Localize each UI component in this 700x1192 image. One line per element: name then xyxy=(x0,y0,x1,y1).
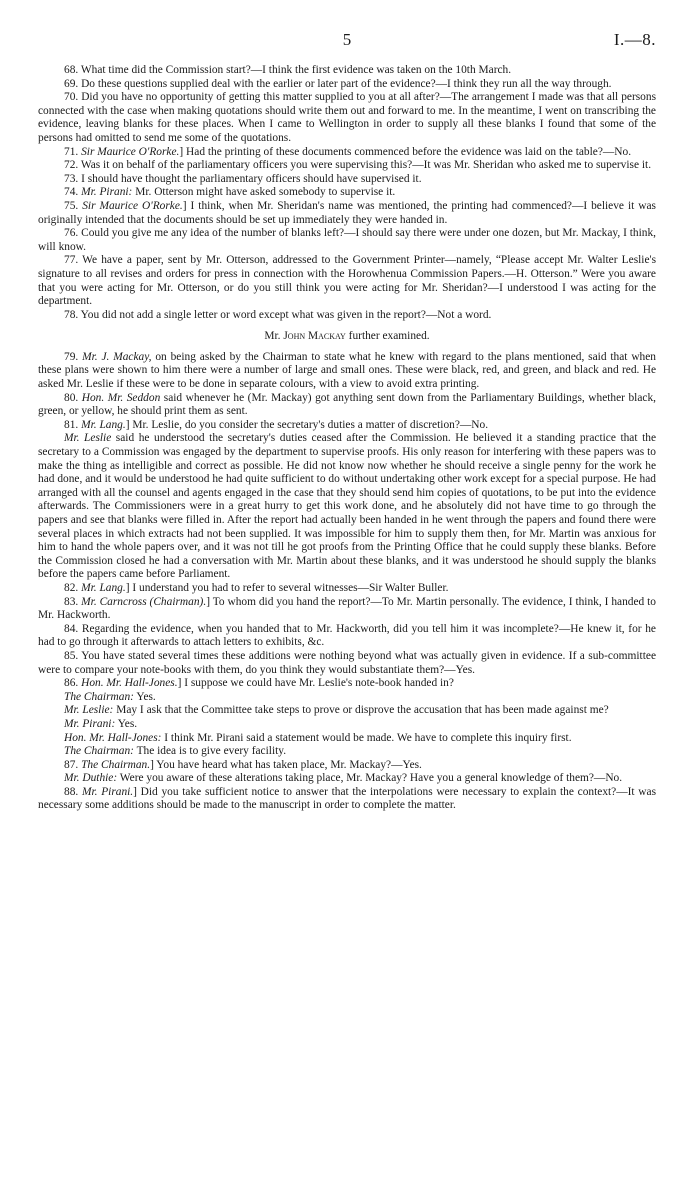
text-segment: 68. What time did the Commission start?—I think the first evidence was taken on the 10th March. xyxy=(64,64,512,76)
paragraph xyxy=(38,745,656,759)
speaker-name: Mr. Lang. xyxy=(81,418,126,431)
paragraph xyxy=(38,173,656,187)
section-heading xyxy=(38,330,656,344)
speaker-name: Sir Maurice O'Rorke. xyxy=(82,199,183,212)
paragraph xyxy=(38,186,656,200)
text-segment: further examined. xyxy=(345,330,430,343)
document-body xyxy=(38,64,656,813)
text-segment: 72. Was it on behalf of the parliamentary officers you were supervising this?—It was Mr. Sheridan who asked me to supervise it. xyxy=(64,159,652,172)
speaker-name: Mr. J. Mackay, xyxy=(82,350,152,363)
speaker-name: Mr. Duthie: xyxy=(64,772,118,785)
text-segment: Were you aware of these alterations taking place, Mr. Mackay? Have you a general knowledge of them?—No. xyxy=(117,772,623,785)
paragraph xyxy=(38,432,656,582)
text-segment: 74. xyxy=(64,186,82,199)
text-segment: 87. xyxy=(64,758,82,771)
paragraph xyxy=(38,691,656,705)
paragraph xyxy=(38,650,656,677)
paragraph xyxy=(38,78,656,92)
text-segment: Yes. xyxy=(115,717,138,730)
paragraph xyxy=(38,704,656,718)
text-segment: 76. Could you give me any idea of the number of blanks left?—I should say there were under one dozen, but Mr. Mackay, I think, will know. xyxy=(38,227,656,253)
speaker-name: The Chairman. xyxy=(81,758,151,771)
paragraph xyxy=(38,596,656,623)
paragraph xyxy=(38,419,656,433)
text-segment: Yes. xyxy=(133,690,156,703)
text-segment: ] You have heard what has taken place, Mr. Mackay?—Yes. xyxy=(150,758,422,771)
paragraph xyxy=(38,677,656,691)
text-segment: 71. xyxy=(64,145,82,158)
text-segment: on being asked by the Chairman to state what he knew with regard to the plans mentioned, said that when these plans were shown to him there were a number of large and small ones. These were black, red, and green, and black and red. He asked Mr. Leslie if these were to be done in separate colours, with a view to avoid extra printing. xyxy=(38,350,657,391)
speaker-name: Mr. Leslie xyxy=(64,432,112,445)
text-segment: 78. You did not add a single letter or word except what was given in the report?—Not a word. xyxy=(64,308,492,321)
text-segment: 80. xyxy=(64,391,82,404)
text-segment: Mr. xyxy=(264,330,284,343)
speaker-name: Hon. Mr. Hall-Jones: xyxy=(64,731,162,744)
speaker-name: Mr. Lang. xyxy=(81,581,126,594)
paragraph xyxy=(38,623,656,650)
speaker-name: Mr. Pirani: xyxy=(81,186,133,199)
text-segment: 88. xyxy=(64,785,82,798)
speaker-name: Mr. Carncross (Chairman). xyxy=(81,595,207,608)
paragraph xyxy=(38,759,656,773)
speaker-name: Hon. Mr. Seddon xyxy=(81,391,161,404)
paragraph xyxy=(38,392,656,419)
paragraph xyxy=(38,786,656,813)
text-segment: Mr. Otterson might have asked somebody to supervise it. xyxy=(132,186,396,199)
text-segment: 84. Regarding the evidence, when you handed that to Mr. Hackworth, did you tell him it was incomplete?—He knew it, for he had to go through it afterwards to attach letters to exhibits, &c. xyxy=(38,622,656,649)
speaker-name: Mr. Pirani: xyxy=(64,717,116,730)
paragraph xyxy=(38,309,656,323)
speaker-name: Mr. Leslie: xyxy=(64,704,114,717)
text-segment: ] I think, when Mr. Sheridan's name was mentioned, the printing had commenced?—I believe it was originally intended that the documents should be set up immediately they were handed in. xyxy=(38,199,656,226)
paragraph xyxy=(38,351,656,392)
paragraph xyxy=(38,159,656,173)
text-segment: 85. You have stated several times these additions were nothing beyond what was actually given in evidence. If a sub-committee were to compare your note-books with them, do you think they would substantiate them?—Yes. xyxy=(38,649,656,676)
text-segment: The idea is to give every facility. xyxy=(133,745,287,758)
paragraph xyxy=(38,200,656,227)
text-segment: ] Had the printing of these documents commenced before the evidence was laid on the table?—No. xyxy=(179,145,632,158)
text-segment: 70. Did you have no opportunity of getting this matter supplied to you at all after?—The arrangement I made was that all persons connected with the case when making quotations should write them out and forward to me. In the meantime, I went on transcribing the evidence, leaving blanks for these places. When I came to Wellington in order to supply all these blanks I found that some of the persons had omitted to send me some of the quotations. xyxy=(38,91,656,144)
text-segment: ] I understand you had to refer to several witnesses—Sir Walter Buller. xyxy=(125,581,449,594)
speaker-name: The Chairman: xyxy=(64,745,134,758)
document-reference: I.—8. xyxy=(613,30,656,49)
speaker-name: Mr. Pirani. xyxy=(81,785,134,798)
text-segment: 83. xyxy=(64,595,82,608)
page-header xyxy=(38,30,656,64)
speaker-name: Hon. Mr. Hall-Jones. xyxy=(81,677,178,690)
text-segment: ] I suppose we could have Mr. Leslie's note-book handed in? xyxy=(177,677,454,690)
paragraph xyxy=(38,91,656,145)
text-segment: ] Mr. Leslie, do you consider the secretary's duties a matter of discretion?—No. xyxy=(125,418,489,431)
paragraph xyxy=(38,732,656,746)
text-segment: 69. Do these questions supplied deal with the earlier or later part of the evidence?—I think they run all the way through. xyxy=(64,77,612,90)
text-segment: May I ask that the Committee take steps to prove or disprove the accusation that has been made against me? xyxy=(113,704,609,717)
witness-name: John Mackay xyxy=(283,330,346,343)
paragraph xyxy=(38,772,656,786)
text-segment: 81. xyxy=(64,418,82,431)
text-segment: 86. xyxy=(64,677,82,690)
speaker-name: The Chairman: xyxy=(64,690,134,703)
text-segment: 79. xyxy=(64,350,83,363)
text-segment: 77. We have a paper, sent by Mr. Otterson, addressed to the Government Printer—namely, “Please accept Mr. Walter Leslie's signature to all revises and orders for press in connection with the Horowhenua Commission Papers.—H. Otterson.” Were you aware that you were acting for Mr. Otterson, or do you still think you were acting for Mr. Sheridan?—I understood I was acting for the department. xyxy=(38,254,656,308)
text-segment: ] Did you take sufficient notice to answer that the interpolations were necessary to explain the context?—It was necessary some additions should be made to the manuscript in order to complete the matter. xyxy=(38,785,657,812)
text-segment: said he understood the secretary's duties ceased after the Commission. He believed it a standing practice that the secretary to a Commission was engaged by the department to supervise proofs. His only reason for interfering with these papers was to make the thing as intelligible and correct as possible. He did not know now whether he should receive a single penny for the work he had done, and it would be understood he had quite sufficient to do without undertaking other work except for a special purpose. He had arranged with all the counsel and agents engaged in the case that they should send him copies of quotations, to be put into the evidence afterwards. The Commissioners were in a great hurry to get this work done, and he absolutely did not have time to go through the papers and see that blanks were filled in. After the report had actually been handed in he went through the papers and found there were several places in which extracts had not been supplied. It was impossible for him to supply them then, for Mr. Martin was anxious for him to hand the whole papers over, and it was not till he got proofs from the Printing Office that he could supply these blanks. Before the Commission closed he had a conversation with Mr. Martin about these blanks, and it was understood he should supply the blanks before the papers came before Parliament. xyxy=(38,432,656,581)
text-segment: 82. xyxy=(64,581,82,594)
text-segment: I think Mr. Pirani said a statement would be made. We have to complete this inquiry first. xyxy=(161,731,572,744)
paragraph xyxy=(38,227,656,254)
paragraph xyxy=(38,582,656,596)
paragraph xyxy=(38,64,656,78)
paragraph xyxy=(38,254,656,308)
text-segment: 73. I should have thought the parliamentary officers should have supervised it. xyxy=(64,172,422,185)
speaker-name: Sir Maurice O'Rorke. xyxy=(81,145,180,158)
page-number: 5 xyxy=(342,30,352,49)
paragraph xyxy=(38,146,656,160)
text-segment: ] To whom did you hand the report?—To Mr. Martin personally. The evidence, I think, I handed to Mr. Hackworth. xyxy=(38,595,656,622)
text-segment: 75. xyxy=(64,199,83,212)
paragraph xyxy=(38,718,656,732)
text-segment: said whenever he (Mr. Mackay) got anything sent down from the Parliamentary Buildings, whether black, green, or yellow, he should print them as sent. xyxy=(38,391,656,418)
